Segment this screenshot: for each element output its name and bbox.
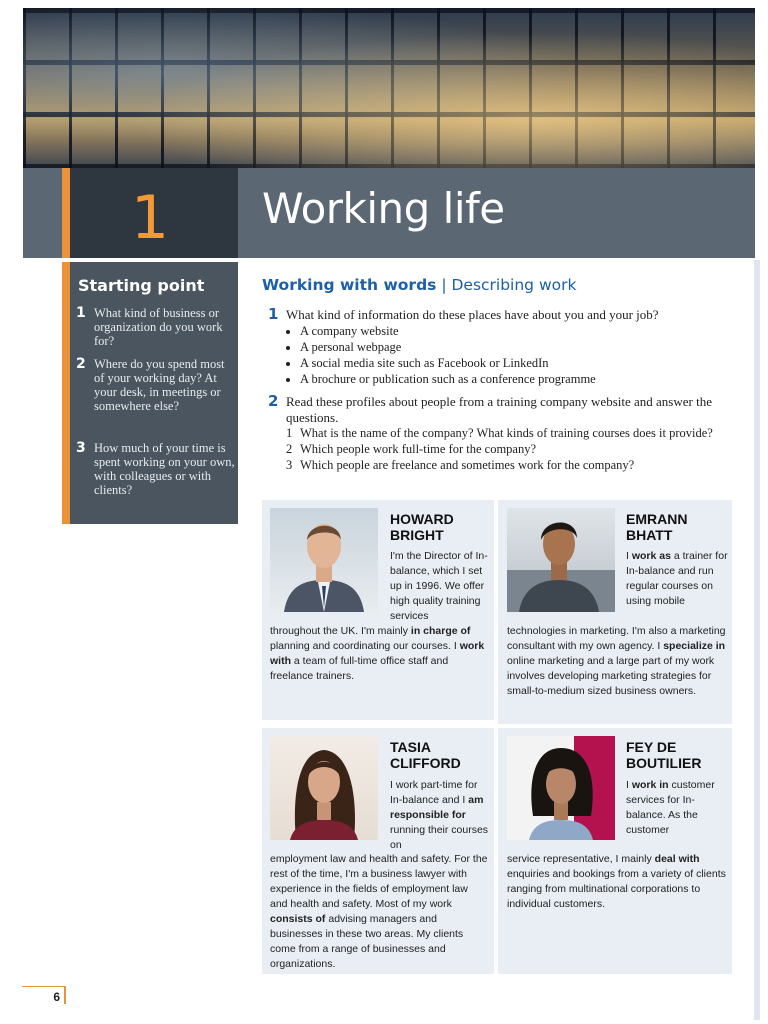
bullet-list (286, 323, 596, 387)
profile-text: I work as a trainer for In-balance and run regular courses on using mobile (626, 550, 728, 607)
sidebar-accent-stripe (62, 262, 70, 524)
chapter-title: Working life (262, 184, 505, 233)
profile-name: FEY DE BOUTILIER (626, 739, 702, 771)
exercise-question: What kind of information do these places have about you and your job? (286, 307, 659, 322)
exercise-instruction: Read these profiles about people from a training company website and answer the questions. (286, 394, 712, 425)
starting-point-sidebar (62, 262, 238, 524)
profile-text: I'm the Director of In-balance, which I set up in 1996. We offer high quality training services (390, 550, 488, 622)
sidebar-question: 1 What kind of business or organization do you work for? (76, 305, 223, 348)
question-list (286, 425, 736, 473)
section-heading: Working with words | Describing work (262, 276, 577, 294)
chapter-number: 1 (130, 183, 170, 253)
fey-de-boutilier-photo (507, 736, 615, 840)
profile-text: throughout the UK. I'm mainly in charge of planning and coordinating our courses. I work with a team of full-time office staff and freelance trainers. (270, 625, 485, 682)
list-item: • A brochure or publication such as a conference programme (300, 371, 596, 387)
profile-text: employment law and health and safety. For the rest of the time, I'm a business lawyer with experience in the fields of employment law and health and safety. Most of my work consists of advising managers and businesses in these two areas. My clients come from a range of businesses and organizations. (270, 853, 488, 970)
list-item: • A company website (300, 323, 596, 339)
profile-name: TASIA CLIFFORD (390, 739, 461, 771)
howard-bright-photo (270, 508, 378, 612)
sidebar-title: Starting point (78, 276, 205, 295)
profile-text: I work in customer services for In-balance. As the customer (626, 779, 715, 836)
list-item: 2 Which people work full-time for the company? (286, 442, 537, 456)
list-item: • A personal webpage (300, 339, 596, 355)
exercise-number: 1 (268, 305, 279, 323)
list-item: • A social media site such as Facebook or LinkedIn (300, 355, 596, 371)
emrann-bhatt-photo (507, 508, 615, 612)
profile-text: I work part-time for In-balance and I am responsible for running their courses on (390, 779, 489, 851)
profile-name: EMRANN BHATT (626, 511, 688, 543)
profile-name: HOWARD BRIGHT (390, 511, 454, 543)
header-photo-office-building (23, 8, 755, 168)
list-item: 3 Which people are freelance and sometimes work for the company? (286, 458, 635, 472)
exercise-number: 2 (268, 392, 279, 410)
sidebar-question: 3 How much of your time is spent working on your own, with colleagues or with clients? (76, 440, 235, 497)
list-item: 1 What is the name of the company? What kinds of training courses does it provide? (286, 426, 713, 440)
page-edge-shade (754, 260, 760, 1020)
sidebar-question: 2 Where do you spend most of your working day? At your desk, in meetings or somewhere else? (76, 356, 225, 413)
tasia-clifford-photo (270, 736, 378, 840)
page-number: 6 (22, 986, 66, 1004)
profile-text: technologies in marketing. I'm also a marketing consultant with my own agency. I specialize in online marketing and a large part of my work involves developing marketing strategies for small-to-medium sized business owners. (507, 625, 726, 697)
profile-text: service representative, I mainly deal with enquiries and bookings from a variety of clients ranging from multinational corporations to individual customers. (507, 853, 726, 910)
